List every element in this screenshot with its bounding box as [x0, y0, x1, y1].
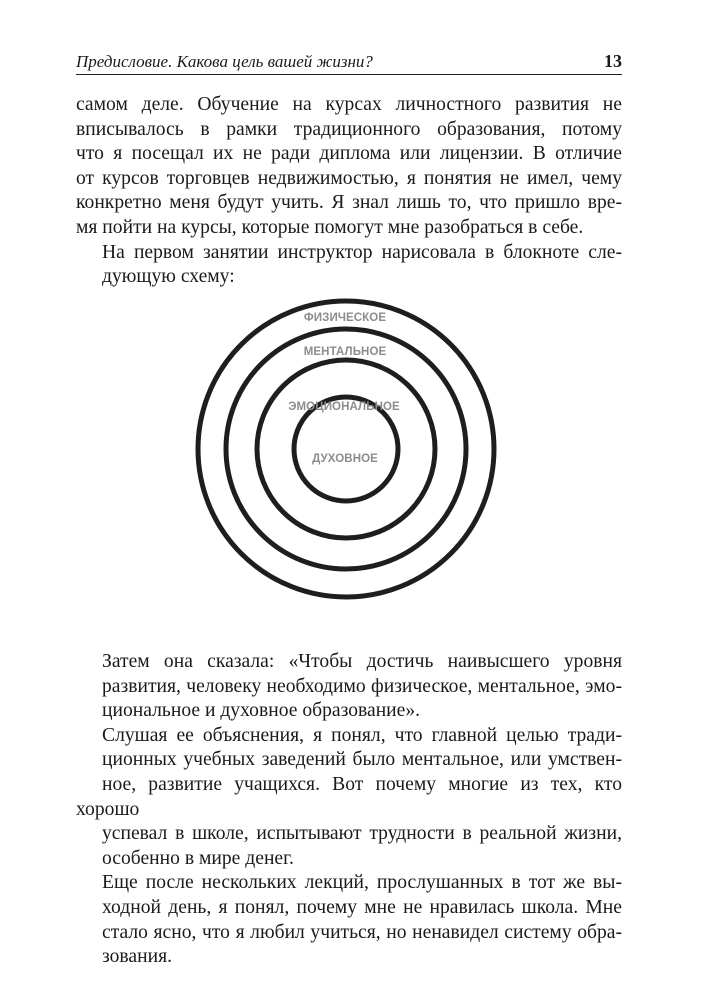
text-line: что я посещал их не ради диплома или лицензии. В отличие — [76, 143, 622, 165]
text-block-bottom — [76, 650, 622, 970]
paragraph — [76, 93, 622, 241]
text-line: особенно в мире денег. — [102, 847, 294, 869]
text-line: конкретно меня будут учить. Я знал лишь то, что пришло вре- — [76, 192, 622, 214]
paragraph — [76, 871, 622, 969]
paragraph — [76, 650, 622, 724]
text-line: развития, человеку необходимо физическое, ментальное, эмо- — [102, 675, 622, 697]
text-line: самом деле. Обучение на курсах личностного развития не — [76, 94, 622, 115]
text-line: от курсов торговцев недвижимостью, я понятия не имел, чему — [76, 167, 622, 189]
paragraph — [76, 724, 622, 872]
label-emotional: ЭМОЦИОНАЛЬНОЕ — [288, 401, 400, 413]
text-line: мя пойти на курсы, которые помогут мне разобраться в себе. — [76, 216, 584, 238]
text-line: успевал в школе, испытывают трудности в реальной жизни, — [102, 823, 622, 845]
text-line: На первом занятии инструктор нарисовала в блокноте сле- — [102, 241, 622, 263]
text-line: ходной день, я понял, почему мне не нравилась школа. Мне — [102, 896, 622, 918]
ring-emotional — [257, 360, 435, 538]
chapter-title: Предисловие. Какова цель вашей жизни? — [76, 52, 373, 71]
page-number: 13 — [604, 51, 622, 71]
text-line: Еще после нескольких лекций, прослушанных в тот же вы- — [102, 872, 622, 894]
text-line: зования. — [102, 946, 172, 968]
label-physical: ФИЗИЧЕСКОЕ — [303, 312, 387, 324]
running-head — [76, 50, 622, 75]
label-spiritual: ДУХОВНОЕ — [312, 453, 378, 465]
diagram-svg — [186, 289, 506, 609]
label-mental: МЕНТАЛЬНОЕ — [303, 346, 387, 358]
text-block-top — [76, 93, 622, 290]
ring-mental — [226, 329, 466, 569]
paragraph — [76, 241, 622, 290]
text-line: Затем она сказала: «Чтобы достичь наивысшего уровня — [102, 651, 622, 672]
text-line: Слушая ее объяснения, я понял, что главной целью тради- — [102, 724, 622, 746]
text-line: ное, развитие учащихся. Вот почему многие из тех, кто хорошо — [76, 773, 622, 820]
text-line: стало ясно, что я любил учиться, но ненавидел систему обра- — [102, 921, 622, 943]
concentric-circles-diagram — [186, 289, 506, 609]
text-line: циональное и духовное образование». — [102, 700, 421, 722]
text-line: ционных учебных заведений было ментальное, или умствен- — [102, 749, 622, 771]
text-line: вписывалось в рамки традиционного образования, потому — [76, 118, 622, 140]
text-line: дующую схему: — [102, 266, 235, 288]
